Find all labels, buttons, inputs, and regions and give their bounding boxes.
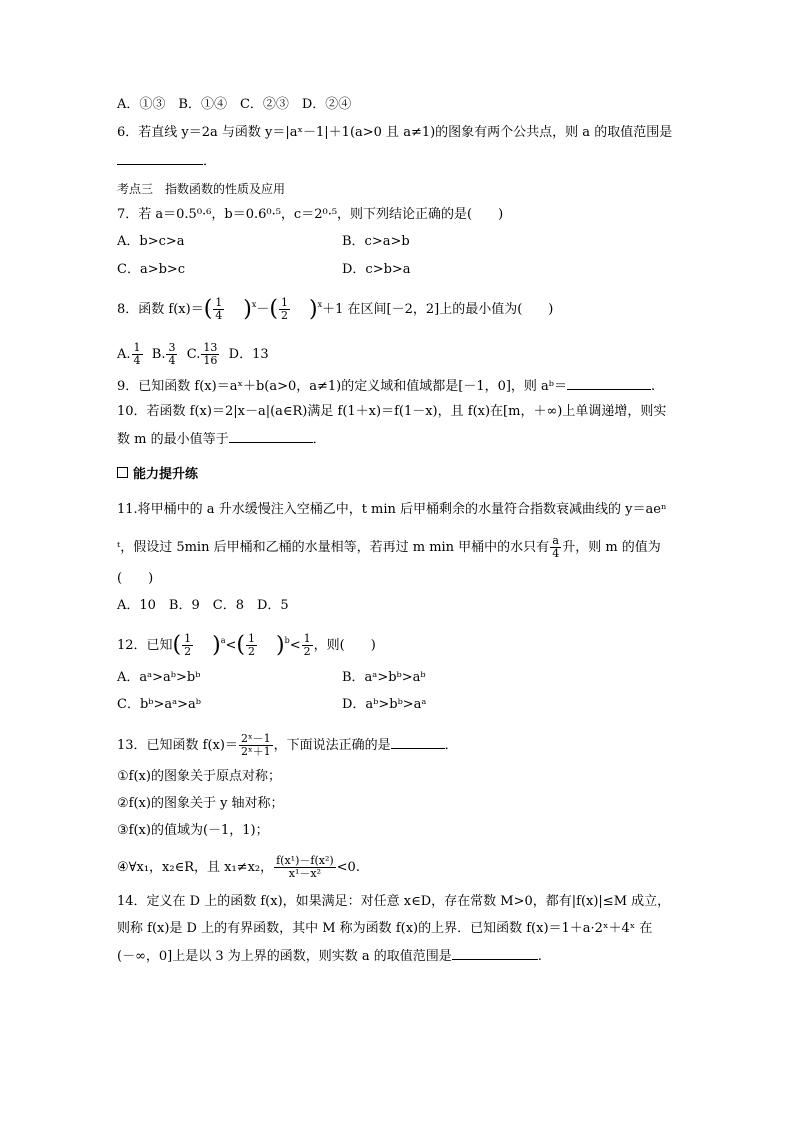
q11-line-2-tail: 升，则 m 的值为: [562, 540, 661, 555]
q11-fraction-num: a: [550, 535, 561, 548]
q7-option-d: D．c>b>a: [342, 262, 411, 277]
q6-tail: ．: [203, 154, 217, 169]
q12-paren-open-1: (: [172, 632, 182, 658]
q8-exp-2: x: [317, 300, 323, 309]
q13-suffix: ，下面说法正确的是: [273, 738, 391, 753]
q12-paren-open-2: (: [236, 632, 246, 658]
q8-fraction-1-den: 4: [215, 309, 223, 322]
q14-line-3-text: (－∞，0]上是以 3 为上界的函数，则实数 a 的取值范围是: [117, 949, 452, 964]
q13-fraction-den: 2ˣ＋1: [240, 745, 271, 758]
q12-half-num: 1: [303, 632, 311, 645]
q10-line-2: [117, 430, 326, 449]
q8-option-b-num: 3: [168, 341, 176, 354]
q8-minus: －: [256, 302, 270, 317]
q13-s4-prefix: ④∀x₁，x₂∈R，且 x₁≠x₂，: [117, 860, 274, 875]
q10-line-2-text: 数 m 的最小值等于: [117, 432, 229, 447]
q8-fraction-2-den: 2: [281, 309, 289, 322]
q8-fraction-1-num: 1: [215, 296, 223, 309]
q12-half-den: 2: [303, 645, 311, 658]
q11-options: A．10 B．9 C．8 D．5: [117, 598, 289, 613]
q13-blank[interactable]: [391, 736, 445, 749]
q14-tail: .: [537, 949, 542, 964]
q8-option-b-den: 4: [168, 354, 176, 367]
q8-option-c-den: 16: [203, 354, 218, 367]
q12-stem: [117, 632, 376, 658]
q13-statement-1: ①f(x)的图象关于原点对称；: [117, 769, 281, 784]
q8-option-a-den: 4: [133, 354, 141, 367]
q11-fraction-den: 4: [552, 547, 560, 560]
q12-suffix: ，则( ): [313, 638, 376, 653]
q9-text: 9．已知函数 f(x)＝aˣ＋b(a>0，a≠1)的定义域和值域都是[－1，0]，则 aᵇ＝: [117, 379, 568, 394]
q10-line-1: 10．若函数 f(x)＝2|x－a|(a∈R)满足 f(1＋x)＝f(1－x)，且 f(x)在[m，＋∞)上单调递增，则实: [117, 404, 667, 419]
q12-option-a: A．aᵃ>aᵇ>bᵇ: [117, 670, 201, 685]
q14-line-3: [117, 947, 542, 966]
q7-option-b: B．c>a>b: [342, 234, 410, 249]
q9-tail: .: [651, 379, 656, 394]
q13-prefix: 13．已知函数 f(x)＝: [117, 738, 238, 753]
q8-option-a-label: A.: [117, 347, 131, 362]
q13-s4-suffix: <0.: [336, 860, 360, 875]
q13-fraction: [239, 733, 273, 758]
q7-option-c: C．a>b>c: [117, 262, 186, 277]
q11-line-3: ( ): [117, 571, 154, 586]
q8-options: [117, 342, 269, 367]
q8-fraction-1: [213, 297, 224, 322]
q8-suffix: ＋1 在区间[－2，2]上的最小值为( ): [322, 302, 554, 317]
q8-option-a-num: 1: [133, 341, 141, 354]
section-title-ability: [117, 466, 198, 484]
q8-paren-open-2: (: [269, 296, 279, 322]
q8-exp-1: x: [251, 300, 257, 309]
q5-options: A．①③ B．①④ C．②③ D．②④: [117, 97, 352, 112]
q12-exp-a: a: [220, 636, 226, 645]
q7-option-a: A．b>c>a: [117, 234, 185, 249]
q13-statement-4: [117, 855, 360, 880]
q10-tail: ．: [312, 432, 326, 447]
q11-line-2: [117, 535, 661, 560]
q8-option-a-frac: [132, 342, 143, 367]
q12-fraction-1: [182, 633, 193, 658]
q12-lt-2: <: [289, 638, 301, 653]
q6-answer-line: [117, 152, 216, 171]
q12-option-d: D．aᵇ>bᵇ>aᵃ: [342, 697, 427, 712]
q12-fraction-2-num: 1: [248, 632, 256, 645]
q13-fraction-num: 2ˣ－1: [240, 732, 271, 745]
q8-paren-close-1: ): [243, 296, 252, 322]
q13-statement-2: ②f(x)的图象关于 y 轴对称；: [117, 796, 284, 811]
q11-line-2-text: ᵗ，假设过 5min 后甲桶和乙桶的水量相等，若再过 m min 甲桶中的水只有: [117, 540, 550, 555]
q8-prefix: 8．函数 f(x)＝: [117, 302, 204, 317]
q13-s4-fraction-num: f(x¹)－f(x²): [276, 854, 334, 867]
q12-fraction-1-num: 1: [184, 632, 192, 645]
q8-option-d: D．13: [228, 347, 269, 362]
q12-paren-close-2: ): [276, 632, 285, 658]
q12-lt-1: <: [225, 638, 237, 653]
q6-blank[interactable]: [117, 152, 203, 165]
q8-option-b-label: B.: [151, 347, 166, 362]
q8-option-b-frac: [166, 342, 177, 367]
q8-option-c-frac: [201, 342, 219, 367]
q11-fraction: [550, 535, 561, 560]
q12-exp-b: b: [284, 636, 290, 645]
q9-blank[interactable]: [567, 377, 651, 390]
q9-stem: [117, 377, 655, 396]
q12-paren-close-1: ): [212, 632, 221, 658]
q8-option-c-label: C.: [186, 347, 201, 362]
q11-line-1: 11.将甲桶中的 a 升水缓慢注入空桶乙中，t min 后甲桶剩余的水量符合指数衰减曲线的 y＝aeⁿ: [117, 502, 667, 517]
q8-option-c-num: 13: [203, 341, 218, 354]
q14-blank[interactable]: [452, 947, 538, 960]
q12-option-b: B．aᵃ>bᵇ>aᵇ: [342, 670, 426, 685]
q7-stem: 7．若 a＝0.5⁰·⁶，b＝0.6⁰·⁵，c＝2⁰·⁵，则下列结论正确的是( ): [117, 207, 504, 222]
checkbox-square-icon: [117, 467, 128, 478]
q8-fraction-2-num: 1: [281, 296, 289, 309]
q12-fraction-1-den: 2: [184, 645, 192, 658]
q14-line-1: 14．定义在 D 上的函数 f(x)，如果满足：对任意 x∈D，存在常数 M>0，都有|f(x)|≤M 成立，: [117, 894, 671, 909]
q14-line-2: 则称 f(x)是 D 上的有界函数，其中 M 称为函数 f(x)的上界．已知函数 f(x)＝1＋a·2ˣ＋4ˣ 在: [117, 921, 653, 936]
q12-fraction-2: [246, 633, 257, 658]
q12-half: [302, 633, 313, 658]
q8-paren-open-1: (: [203, 296, 213, 322]
q13-s4-fraction-den: x¹－x²: [288, 867, 321, 880]
q12-option-c: C．bᵇ>aᵃ>aᵇ: [117, 697, 201, 712]
q13-s4-fraction: [274, 855, 336, 880]
q12-prefix: 12．已知: [117, 638, 173, 653]
q8-fraction-2: [279, 297, 290, 322]
q12-fraction-2-den: 2: [248, 645, 256, 658]
q6-stem: 6．若直线 y＝2a 与函数 y＝|aˣ－1|＋1(a>0 且 a≠1)的图象有两个公共点，则 a 的取值范围是: [117, 125, 673, 140]
section-ability-label: 能力提升练: [133, 467, 199, 482]
q13-tail: ．: [444, 738, 458, 753]
q10-blank[interactable]: [229, 430, 313, 443]
q13-stem: [117, 733, 458, 758]
section-title-3: 考点三 指数函数的性质及应用: [117, 182, 286, 196]
q8-paren-close-2: ): [309, 296, 318, 322]
q13-statement-3: ③f(x)的值域为(－1，1)；: [117, 823, 269, 838]
q8-stem: [117, 296, 553, 322]
